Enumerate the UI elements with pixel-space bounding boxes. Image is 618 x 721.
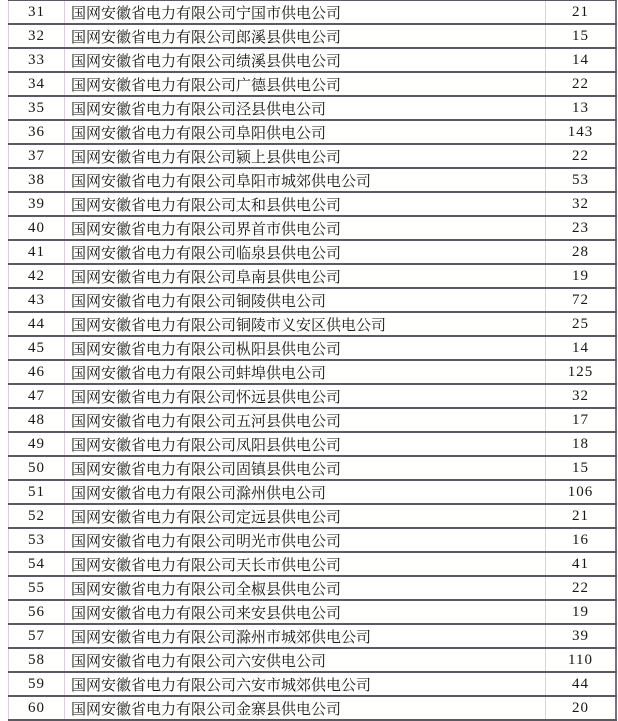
company-name-cell: 国网安徽省电力有限公司金寨县供电公司 [65,697,546,719]
table-row [8,457,617,481]
row-number-cell: 32 [8,25,65,47]
count-cell: 15 [546,457,617,479]
row-number-cell: 51 [8,481,65,503]
company-name-cell: 国网安徽省电力有限公司明光市供电公司 [65,529,546,551]
company-name-cell: 国网安徽省电力有限公司广德县供电公司 [65,73,546,95]
company-name-cell: 国网安徽省电力有限公司定远县供电公司 [65,505,546,527]
table-row [8,601,617,625]
company-name-cell: 国网安徽省电力有限公司界首市供电公司 [65,217,546,239]
count-cell: 17 [546,409,617,431]
count-cell: 72 [546,289,617,311]
table-row [8,505,617,529]
company-name-cell: 国网安徽省电力有限公司绩溪县供电公司 [65,49,546,71]
row-number-cell: 55 [8,577,65,599]
company-name-cell: 国网安徽省电力有限公司阜南县供电公司 [65,265,546,287]
row-number-cell: 52 [8,505,65,527]
row-number-cell: 44 [8,313,65,335]
company-name-cell: 国网安徽省电力有限公司铜陵供电公司 [65,289,546,311]
table-row [8,673,617,697]
count-cell: 18 [546,433,617,455]
row-number-cell: 35 [8,97,65,119]
count-cell: 106 [546,481,617,503]
count-cell: 53 [546,169,617,191]
table-row [8,361,617,385]
row-number-cell: 49 [8,433,65,455]
table-row [8,25,617,49]
count-cell: 14 [546,337,617,359]
table-row [8,49,617,73]
company-name-cell: 国网安徽省电力有限公司六安市城郊供电公司 [65,673,546,695]
company-name-cell: 国网安徽省电力有限公司滁州市城郊供电公司 [65,625,546,647]
row-number-cell: 60 [8,697,65,719]
company-name-cell: 国网安徽省电力有限公司六安供电公司 [65,649,546,671]
company-name-cell: 国网安徽省电力有限公司凤阳县供电公司 [65,433,546,455]
table-row [8,97,617,121]
count-cell: 23 [546,217,617,239]
company-name-cell: 国网安徽省电力有限公司阜阳市城郊供电公司 [65,169,546,191]
table-row [8,625,617,649]
table-row [8,217,617,241]
company-name-cell: 国网安徽省电力有限公司临泉县供电公司 [65,241,546,263]
count-cell: 41 [546,553,617,575]
row-number-cell: 54 [8,553,65,575]
count-cell: 22 [546,73,617,95]
company-name-cell: 国网安徽省电力有限公司全椒县供电公司 [65,577,546,599]
row-number-cell: 59 [8,673,65,695]
count-cell: 25 [546,313,617,335]
row-number-cell: 53 [8,529,65,551]
company-name-cell: 国网安徽省电力有限公司颍上县供电公司 [65,145,546,167]
table-row [8,553,617,577]
table-row [8,73,617,97]
company-name-cell: 国网安徽省电力有限公司阜阳供电公司 [65,121,546,143]
company-name-cell: 国网安徽省电力有限公司泾县供电公司 [65,97,546,119]
table-row [8,169,617,193]
table-row [8,241,617,265]
company-name-cell: 国网安徽省电力有限公司固镇县供电公司 [65,457,546,479]
row-number-cell: 45 [8,337,65,359]
row-number-cell: 33 [8,49,65,71]
count-cell: 32 [546,385,617,407]
count-cell: 28 [546,241,617,263]
row-number-cell: 50 [8,457,65,479]
row-number-cell: 34 [8,73,65,95]
company-name-cell: 国网安徽省电力有限公司来安县供电公司 [65,601,546,623]
count-cell: 32 [546,193,617,215]
row-number-cell: 46 [8,361,65,383]
row-number-cell: 43 [8,289,65,311]
row-number-cell: 41 [8,241,65,263]
row-number-cell: 56 [8,601,65,623]
table-row [8,433,617,457]
row-number-cell: 47 [8,385,65,407]
company-name-cell: 国网安徽省电力有限公司怀远县供电公司 [65,385,546,407]
row-number-cell: 48 [8,409,65,431]
company-name-cell: 国网安徽省电力有限公司铜陵市义安区供电公司 [65,313,546,335]
company-name-cell: 国网安徽省电力有限公司郎溪县供电公司 [65,25,546,47]
table-row [8,409,617,433]
table-row [8,265,617,289]
count-cell: 21 [546,505,617,527]
count-cell: 16 [546,529,617,551]
table-row [8,577,617,601]
count-cell: 143 [546,121,617,143]
count-cell: 21 [546,1,617,23]
company-name-cell: 国网安徽省电力有限公司滁州供电公司 [65,481,546,503]
count-cell: 14 [546,49,617,71]
company-name-cell: 国网安徽省电力有限公司太和县供电公司 [65,193,546,215]
company-name-cell: 国网安徽省电力有限公司五河县供电公司 [65,409,546,431]
power-company-table [8,0,617,721]
table-row [8,385,617,409]
row-number-cell: 37 [8,145,65,167]
company-name-cell: 国网安徽省电力有限公司天长市供电公司 [65,553,546,575]
table-row [8,649,617,673]
company-name-cell: 国网安徽省电力有限公司枞阳县供电公司 [65,337,546,359]
table-row [8,193,617,217]
count-cell: 19 [546,601,617,623]
table-row [8,289,617,313]
table-row [8,145,617,169]
count-cell: 125 [546,361,617,383]
table-row [8,121,617,145]
row-number-cell: 36 [8,121,65,143]
row-number-cell: 39 [8,193,65,215]
table-row [8,337,617,361]
count-cell: 22 [546,145,617,167]
row-number-cell: 58 [8,649,65,671]
row-number-cell: 38 [8,169,65,191]
count-cell: 19 [546,265,617,287]
table-row [8,1,617,25]
count-cell: 15 [546,25,617,47]
count-cell: 22 [546,577,617,599]
company-name-cell: 国网安徽省电力有限公司宁国市供电公司 [65,1,546,23]
table-row [8,529,617,553]
table-row [8,313,617,337]
row-number-cell: 40 [8,217,65,239]
row-number-cell: 31 [8,1,65,23]
count-cell: 44 [546,673,617,695]
row-number-cell: 42 [8,265,65,287]
count-cell: 110 [546,649,617,671]
count-cell: 39 [546,625,617,647]
count-cell: 20 [546,697,617,719]
table-row [8,697,617,721]
company-name-cell: 国网安徽省电力有限公司蚌埠供电公司 [65,361,546,383]
row-number-cell: 57 [8,625,65,647]
table-row [8,481,617,505]
count-cell: 13 [546,97,617,119]
